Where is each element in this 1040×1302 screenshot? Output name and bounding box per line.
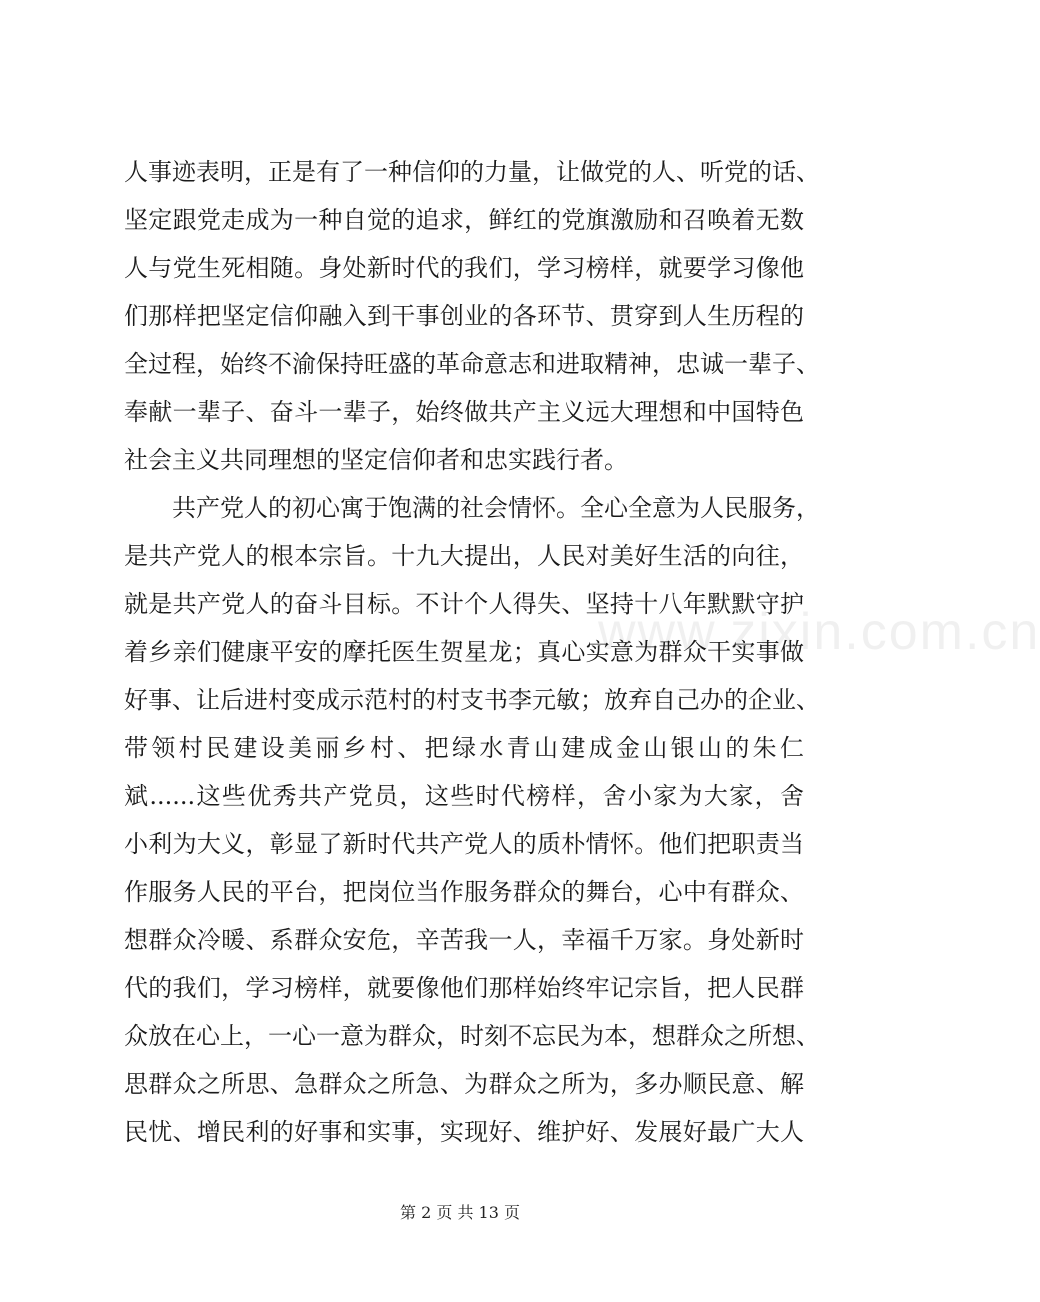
text-line: 着乡亲们健康平安的摩托医生贺星龙；真心实意为群众干实事做 — [124, 638, 804, 666]
paragraph-1 — [124, 148, 820, 484]
text-line: 想群众冷暖、系群众安危，辛苦我一人，幸福千万家。身处新时 — [124, 926, 804, 954]
text-line: 坚定跟党走成为一种自觉的追求，鲜红的党旗激励和召唤着无数 — [124, 206, 804, 234]
text-line: 带领村民建设美丽乡村、把绿水青山建成金山银山的朱仁 — [124, 734, 804, 762]
text-line: 代的我们，学习榜样，就要像他们那样始终牢记宗旨，把人民群 — [124, 974, 804, 1002]
text-line: 思群众之所思、急群众之所急、为群众之所为，多办顺民意、解 — [124, 1070, 804, 1098]
watermark-text: www.zixin.com.cn — [598, 603, 1040, 661]
text-line: 们那样把坚定信仰融入到干事创业的各环节、贯穿到人生历程的 — [124, 302, 804, 330]
text-line: 社会主义共同理想的坚定信仰者和忠实践行者。 — [124, 446, 628, 474]
text-line: 就是共产党人的奋斗目标。不计个人得失、坚持十八年默默守护 — [124, 590, 804, 618]
text-line: 小利为大义，彰显了新时代共产党人的质朴情怀。他们把职责当 — [124, 830, 804, 858]
text-line: 作服务人民的平台，把岗位当作服务群众的舞台，心中有群众、 — [124, 878, 804, 906]
page-footer: 第 2 页 共 13 页 — [400, 1203, 520, 1222]
text-line: 是共产党人的根本宗旨。十九大提出，人民对美好生活的向往， — [124, 542, 804, 570]
text-line: 奉献一辈子、奋斗一辈子，始终做共产主义远大理想和中国特色 — [124, 398, 804, 426]
text-line: 斌......这些优秀共产党员，这些时代榜样，舍小家为大家，舍 — [124, 782, 804, 810]
text-line: 人与党生死相随。身处新时代的我们，学习榜样，就要学习像他 — [124, 254, 804, 282]
text-line: 全过程，始终不渝保持旺盛的革命意志和进取精神，忠诚一辈子、 — [124, 350, 820, 378]
text-line: 共产党人的初心寓于饱满的社会情怀。全心全意为人民服务， — [172, 494, 820, 522]
text-line: 好事、让后进村变成示范村的村支书李元敏；放弃自己办的企业、 — [124, 686, 820, 714]
text-line: 人事迹表明，正是有了一种信仰的力量，让做党的人、听党的话、 — [124, 158, 820, 186]
text-line: 众放在心上，一心一意为群众，时刻不忘民为本，想群众之所想、 — [124, 1022, 820, 1050]
text-line: 民忧、增民利的好事和实事，实现好、维护好、发展好最广大人 — [124, 1118, 804, 1146]
